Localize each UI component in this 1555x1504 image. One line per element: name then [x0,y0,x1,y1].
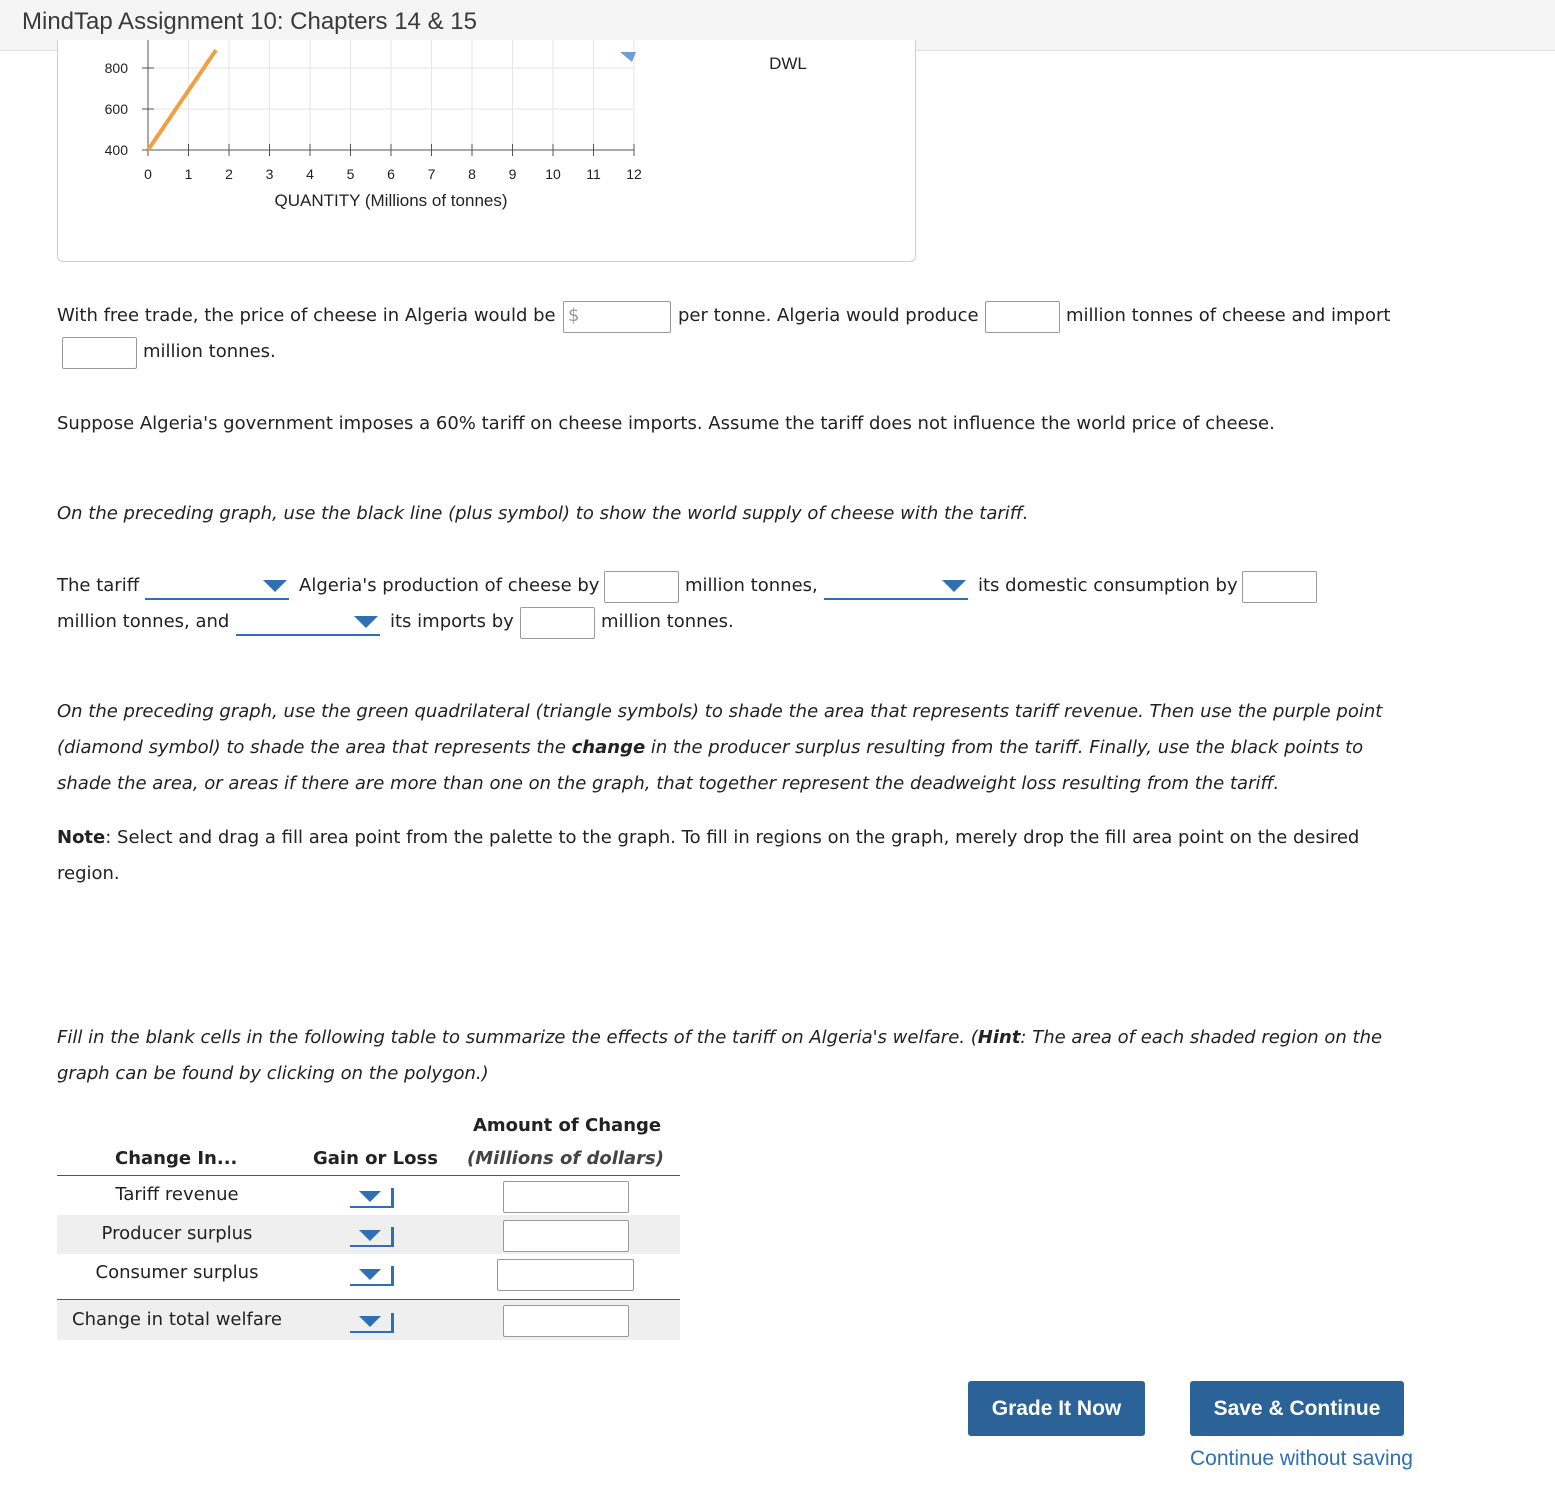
graph-panel[interactable] [57,40,916,262]
q2-text-a: The tariff [57,575,140,596]
graph-axes [142,40,634,156]
imports-effect-dropdown[interactable] [236,610,380,636]
amount-input-tariff-revenue[interactable] [503,1181,629,1213]
x-tick-label: 8 [468,166,476,182]
x-tick-label: 0 [144,166,152,182]
gain-loss-dropdown-tariff-revenue[interactable] [350,1184,394,1208]
shading-instruction-line1: On the preceding graph, use the green quadrilateral (triangle symbols) to shade the area that represents tariff revenue. Then use the purple point [57,701,1383,722]
chevron-down-icon [359,1230,381,1241]
row-label-consumer-surplus: Consumer surplus [95,1262,259,1283]
gain-loss-dropdown-producer-surplus[interactable] [350,1223,394,1247]
gain-loss-dropdown-total-welfare[interactable] [350,1309,394,1333]
x-tick-label: 12 [626,166,642,182]
chevron-down-icon [359,1191,381,1202]
q2-text-e: million tonnes, and [57,611,230,632]
q1-text-b: per tonne. Algeria would produce [678,305,979,326]
chevron-down-icon [942,580,966,592]
q2-text-b: Algeria's production of cheese by [299,575,600,596]
production-change-input[interactable] [604,571,679,603]
x-tick-label: 6 [387,166,395,182]
x-tick-label: 7 [427,166,436,182]
x-tick-label: 10 [545,166,561,182]
q2-text-d: its domestic consumption by [978,575,1238,596]
amount-input-total-welfare[interactable] [503,1305,629,1337]
graph-grid [148,40,634,150]
tariff-statement: Suppose Algeria's government imposes a 60% tariff on cheese imports. Assume the tariff does not influence the world price of cheese. [57,413,1275,434]
x-tick-label: 1 [184,166,193,182]
q1-text-a: With free trade, the price of cheese in Algeria would be [57,305,556,326]
y-tick-label: 800 [104,60,128,76]
gain-loss-dropdown-consumer-surplus[interactable] [350,1262,394,1286]
chevron-down-icon [359,1269,381,1280]
shading-instruction-line3: shade the area, or areas if there are more than one on the graph, that together represent the deadweight loss resulting from the tariff. [57,773,1280,794]
col-change-in-header: Change In... [115,1148,238,1169]
y-tick-label: 600 [104,101,128,117]
shading-instruction-line2: (diamond symbol) to shade the area that represents the change in the producer surplus resulting from the tariff. Finally, use the black points to [57,737,1364,758]
chevron-down-icon [263,580,287,592]
amount-input-producer-surplus[interactable] [503,1220,629,1252]
note-line2: region. [57,863,120,884]
consumption-effect-dropdown[interactable] [824,574,968,600]
q1-text-d: million tonnes. [143,341,276,362]
assignment-title: MindTap Assignment 10: Chapters 14 & 15 [22,8,477,35]
x-tick-label: 2 [225,166,233,182]
tariff-graph[interactable] [58,40,917,262]
q1-text-c: million tonnes of cheese and import [1066,305,1391,326]
x-tick-label: 5 [346,166,355,182]
domestic-production-input[interactable] [985,301,1060,333]
note-line1: Note: Select and drag a fill area point from the palette to the graph. To fill in regions on the graph, merely drop the fill area point on the desired [57,827,1360,848]
table-instruction-line1: Fill in the blank cells in the following table to summarize the effects of the tariff on Algeria's welfare. (Hint: The area of each shaded region on the [57,1027,1383,1048]
imports-input[interactable] [62,337,137,369]
col-gain-loss-header: Gain or Loss [313,1148,438,1169]
q2-text-c: million tonnes, [685,575,818,596]
black-line-instruction: On the preceding graph, use the black line (plus symbol) to show the world supply of cheese with the tariff. [57,503,1029,524]
row-label-tariff-revenue: Tariff revenue [115,1184,239,1205]
q2-text-g: million tonnes. [601,611,734,632]
q2-text-f: its imports by [390,611,514,632]
dwl-palette-label: DWL [769,54,807,73]
x-tick-label: 4 [306,166,314,182]
imports-change-input[interactable] [520,607,595,639]
save-continue-button[interactable]: Save & Continue [1190,1381,1404,1436]
tariff-effect-production-dropdown[interactable] [145,574,289,600]
continue-without-saving-link[interactable]: Continue without saving [1190,1447,1413,1470]
domestic-supply-line [148,50,216,150]
row-label-total-welfare: Change in total welfare [72,1309,282,1330]
table-instruction-line2: graph can be found by clicking on the polygon.) [57,1063,489,1084]
dollar-sign: $ [568,305,580,326]
grade-it-now-button[interactable]: Grade It Now [968,1381,1145,1436]
x-axis-label: QUANTITY (Millions of tonnes) [274,191,508,210]
chevron-down-icon [354,616,378,628]
col-amount-header-line2: (Millions of dollars) [467,1148,664,1169]
y-tick-labels [105,60,129,158]
free-trade-price-input[interactable] [563,301,671,333]
row-label-producer-surplus: Producer surplus [101,1223,253,1244]
col-amount-header-line1: Amount of Change [473,1115,662,1136]
amount-input-consumer-surplus[interactable] [497,1259,634,1291]
table-header-rule [57,1175,680,1176]
consumption-change-input[interactable] [1242,571,1317,603]
x-tick-labels [144,166,642,182]
x-tick-label: 3 [265,166,274,182]
chevron-down-icon [359,1316,381,1327]
x-tick-label: 11 [586,166,601,182]
x-tick-label: 9 [508,166,517,182]
y-tick-label: 400 [104,142,128,158]
